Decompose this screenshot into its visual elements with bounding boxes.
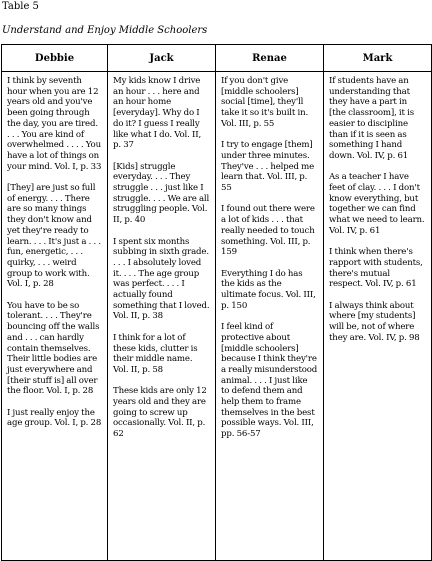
- quote: These kids are only 12 years old and they are going to screw up occasionally. Vol. II, p. 62: [113, 386, 207, 440]
- quote: I think by seventh hour when you are 12 years old and you've been going through the day, you are tired. . . . You are kind of overwhelmed . . . . You have a lot of things on your mind. Vol. I, p. 33: [7, 76, 102, 172]
- quote: You have to be so tolerant. . . . They're bouncing off the walls and . . . can hardly contain themselves. Their little bodies are just everywhere and [their stuff is] all over the floor. Vol. I, p. 28: [7, 300, 100, 397]
- header-row: [2, 45, 432, 72]
- quote: I always think about where [my students] will be, not of where they are. Vol. IV, p. 98: [329, 300, 420, 343]
- quote: My kids know I drive an hour . . . here and an hour home [everyday]. Why do I do it? I guess I really like what I do. Vol. II, p. 37: [113, 76, 202, 151]
- quote: I just really enjoy the age group. Vol. I, p. 28: [7, 407, 102, 429]
- quote: As a teacher I have feet of clay. . . . I don't know everything, but together we can find what we need to learn. Vol. IV, p. 61: [329, 172, 425, 236]
- renae-quotes-cell: [216, 72, 324, 561]
- quote: I think for a lot of these kids, clutter is their middle name. Vol. II, p. 58: [113, 332, 198, 375]
- quote: [They] are just so full of energy. . . . There are so many things they don't know and yet they're ready to learn. . . . It's just a . . . fun, energetic, . . . quirky, . . . weird group to work with. Vol. I, p. 28: [7, 183, 101, 290]
- table-title: Understand and Enjoy Middle Schoolers: [2, 25, 208, 36]
- table-label: Table 5: [2, 1, 39, 12]
- column-header-jack: Jack: [108, 45, 216, 72]
- quote: If you don't give [middle schoolers] social [time], they'll take it so it's built in. Vol. III, p. 55: [221, 76, 309, 129]
- quote: I found out there were a lot of kids . . . that really needed to touch something. Vol. III, p. 159: [221, 204, 315, 258]
- column-header-mark: Mark: [324, 45, 432, 72]
- column-header-renae: Renae: [216, 45, 324, 72]
- quote: I think when there's rapport with students, there's mutual respect. Vol. IV, p. 61: [329, 247, 423, 290]
- quotes-table: [1, 44, 432, 561]
- quotes-row: [2, 72, 432, 561]
- mark-quotes-cell: [324, 72, 432, 561]
- quote: If students have an understanding that they have a part in [the classroom], it is easier to discipline than if it is seen as something I hand down. Vol. IV, p. 61: [329, 76, 414, 161]
- quote: I try to engage [them] under three minutes. They've . . . helped me learn that. Vol. III, p. 55: [221, 140, 315, 194]
- quote: [Kids] struggle everyday. . . . They struggle . . . just like I struggle. . . . We are all struggling people. Vol. II, p. 40: [113, 161, 210, 226]
- column-header-debbie: Debbie: [2, 45, 108, 72]
- quote: I spent six months subbing in sixth grade. . . . I absolutely loved it. . . . The age group was perfect. . . . I actually found something that I loved. Vol. II, p. 38: [113, 236, 210, 322]
- quote: I feel kind of protective about [middle schoolers] because I think they're a really misunderstood animal. . . . I just like to defend them and help them to frame themselves in the best possible ways. Vol. III, pp. 56-57: [221, 322, 318, 440]
- debbie-quotes-cell: [2, 72, 108, 561]
- jack-quotes-cell: [108, 72, 216, 561]
- quote: Everything I do has the kids as the ultimate focus. Vol. III, p. 150: [221, 268, 316, 311]
